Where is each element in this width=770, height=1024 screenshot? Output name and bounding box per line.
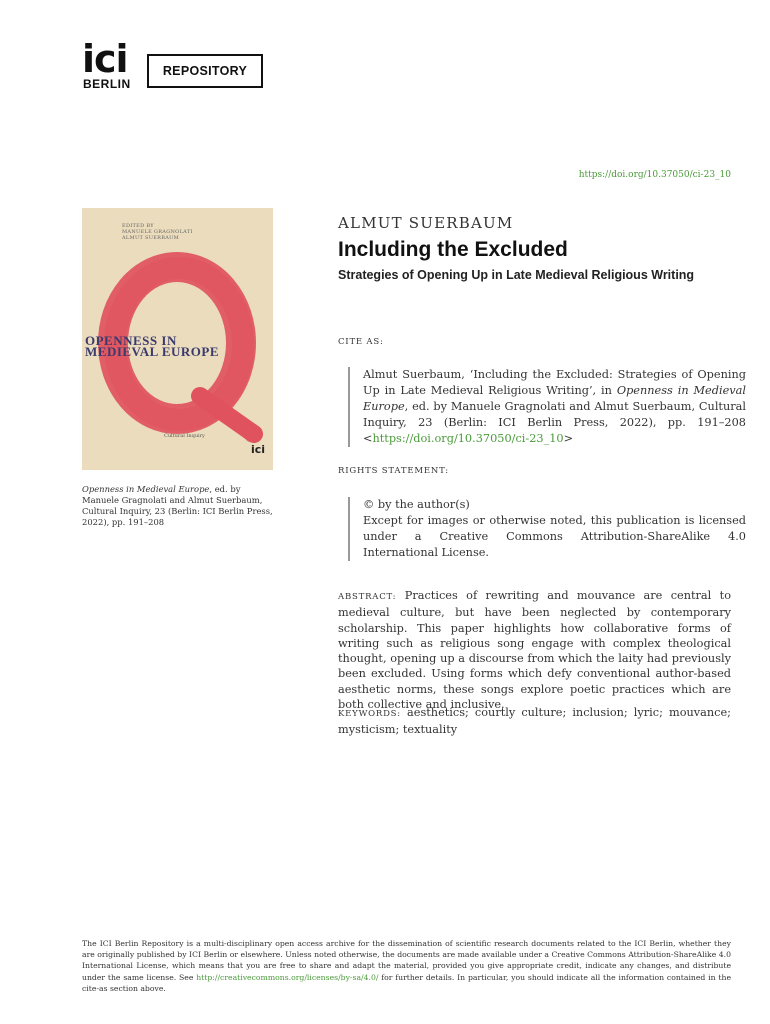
book-cover-image <box>82 208 273 470</box>
author-name: ALMUT SUERBAUM <box>338 214 514 232</box>
footer-license-link[interactable]: http://creativecommons.org/licenses/by-sa/4.0/ <box>196 972 379 982</box>
logo-ici-text: ici <box>82 37 128 81</box>
cover-editors-line: ALMUT SUERBAUM <box>122 235 180 241</box>
cover-title <box>85 335 219 357</box>
doi-link-top[interactable]: https://doi.org/10.37050/ci-23_10 <box>578 170 731 180</box>
cite-part: Almut Suerbaum, ‘Including the Excluded: Strategies of Opening Up in Late Medieval Religious Writing’, in <box>363 368 746 397</box>
cite-part: , ed. by Manuele Gragnolati and Almut Suerbaum, Cultural Inquiry, 23 (Berlin: ICI Berlin Press, 2022), pp. 191–208 < <box>363 400 746 445</box>
cover-editors <box>122 223 193 241</box>
footer-text: for further details. In particular, you should indicate all the information contained in the cite-as section above. <box>82 972 732 993</box>
abstract-text: Practices of rewriting and mouvance are central to medieval culture, but have been neglected by contemporary scholarship. This paper highlights how collaborative forms of writing such as religious song engage with complex theological thought, opening up a discourse from which the laity had previously been excluded. Using forms which defy conventional author-based aesthetic norms, these songs explore poetic practices which are both collective and inclusive. <box>338 589 731 712</box>
cover-caption-italic: Openness in Medieval Europe <box>82 484 210 494</box>
rights-statement-label: RIGHTS STATEMENT: <box>338 466 449 476</box>
keywords <box>338 705 731 738</box>
cover-editors-line: MANUELE GRAGNOLATI <box>122 229 193 235</box>
copyright-line: © by the author(s) <box>363 498 470 511</box>
cite-as-label: CITE AS: <box>338 337 384 347</box>
repository-footer-note <box>82 938 731 994</box>
cover-caption-rest: , ed. by Manuele Gragnolati and Almut Suerbaum, Cultural Inquiry, 23 (Berlin: ICI Berlin Press, 2022), pp. 191–208 <box>82 484 273 527</box>
cover-series: Cultural Inquiry <box>164 433 205 439</box>
cite-as-block <box>348 367 746 447</box>
footer-text: The ICI Berlin Repository is a multi-disciplinary open access archive for the dissemination of scientific research documents related to the ICI Berlin, whether they are originally published by ICI Berlin or elsewhere. Unless noted otherwise, the documents are made available under a Creative Commons Attribution-ShareAlike 4.0 International License, which means that you are free to share and adapt the material, provided you give appropriate credit, indicate any changes, and distribute under the same license. See <box>82 939 731 982</box>
article-title: Including the Excluded <box>338 238 568 261</box>
abstract <box>338 588 731 712</box>
cite-doi-link[interactable]: https://doi.org/10.37050/ci-23_10 <box>372 432 564 445</box>
cite-italic: Openness in Medieval Europe <box>363 384 746 413</box>
cite-part: > <box>563 432 574 445</box>
cover-caption <box>82 484 274 528</box>
cover-ici-logo: ici <box>250 443 265 456</box>
keywords-text: aesthetics; courtly culture; inclusion; lyric; mouvance; mysticism; textuality <box>338 706 731 737</box>
logo-repository-box: REPOSITORY <box>147 54 263 88</box>
keywords-label: KEYWORDS: <box>338 709 401 719</box>
cite-as-text <box>363 367 746 447</box>
cover-title-line: MEDIEVAL EUROPE <box>85 344 220 359</box>
article-subtitle: Strategies of Opening Up in Late Medieval Religious Writing <box>338 268 695 282</box>
logo-berlin-text: BERLIN <box>83 77 131 91</box>
cover-title-line: OPENNESS IN <box>85 333 177 348</box>
license-link[interactable]: Except for images or otherwise noted, this publication is licensed under a Creative Commons Attribution-ShareAlike 4.0 International License. <box>363 514 746 559</box>
abstract-label: ABSTRACT: <box>338 592 397 602</box>
cover-editors-line: EDITED BY <box>122 223 154 229</box>
rights-statement-block <box>348 497 746 561</box>
